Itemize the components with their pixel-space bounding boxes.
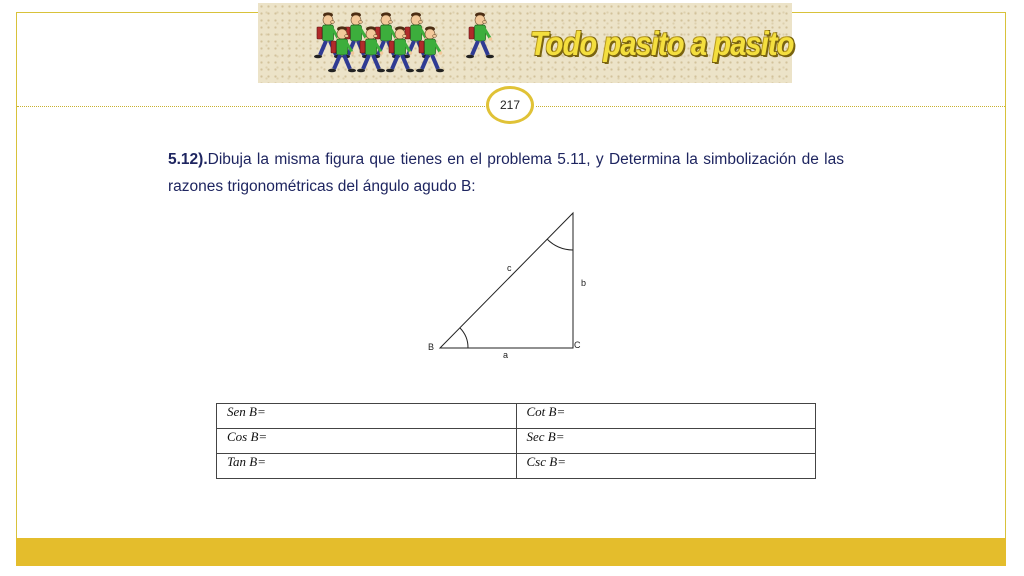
side-a-label: a <box>503 350 509 360</box>
table-row <box>217 454 816 479</box>
angle-b-arc <box>460 328 468 348</box>
walker-figure <box>466 12 494 58</box>
problem-text: Dibuja la misma figura que tienes en el problema 5.11, y Determina la simbolización de las razones trigonométricas del ángulo agudo B: <box>168 151 844 195</box>
frame-left-border <box>16 12 17 542</box>
cos-b-cell: Cos B= <box>217 429 517 454</box>
problem-number: 5.12). <box>168 151 208 168</box>
table-row <box>217 429 816 454</box>
side-c-label: c <box>507 263 512 273</box>
vertex-c-label: C <box>574 340 581 350</box>
cot-b-cell: Cot B= <box>516 404 816 429</box>
dotted-divider-right <box>536 106 1005 107</box>
page-number-badge <box>486 86 534 124</box>
tan-b-cell: Tan B= <box>217 454 517 479</box>
vertex-b-label: B <box>428 342 435 352</box>
dotted-divider-left <box>17 106 487 107</box>
csc-b-cell: Csc B= <box>516 454 816 479</box>
sec-b-cell: Sec B= <box>516 429 816 454</box>
trig-ratios-table <box>216 403 816 479</box>
angle-a-arc <box>547 239 573 250</box>
header-banner <box>258 3 792 83</box>
footer-bar <box>16 538 1006 566</box>
triangle-shape <box>440 213 573 348</box>
page-number: 217 <box>499 98 521 112</box>
side-b-label: b <box>581 278 587 288</box>
sen-b-cell: Sen B= <box>217 404 517 429</box>
table-row <box>217 404 816 429</box>
frame-right-border <box>1005 12 1006 542</box>
right-triangle-diagram <box>420 205 600 370</box>
banner-title: Todo pasito a pasito <box>530 25 794 62</box>
problem-statement <box>168 146 844 200</box>
